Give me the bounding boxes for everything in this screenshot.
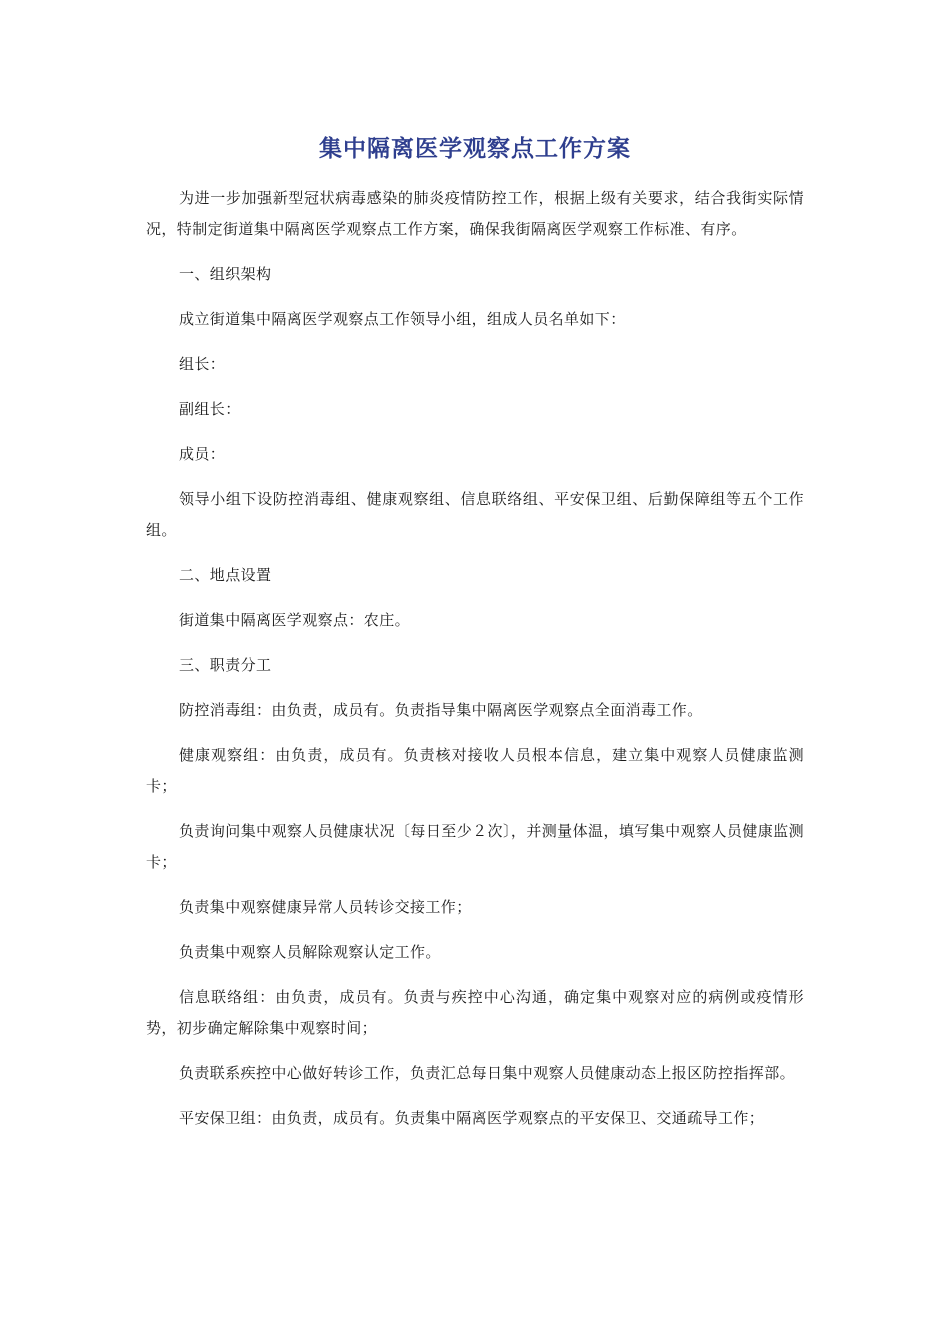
- paragraph-health-inquiry: 负责询问集中观察人员健康状况〔每日至少２次〕，并测量体温，填写集中观察人员健康监测卡；: [146, 822, 804, 871]
- paragraph-location: 街道集中隔离医学观察点：农庄。: [179, 611, 411, 629]
- paragraph-liaison-report: 负责联系疾控中心做好转诊工作，负责汇总每日集中观察人员健康动态上报区防控指挥部。: [179, 1064, 796, 1082]
- paragraph-members: 成员：: [179, 445, 226, 463]
- paragraph-work-groups: 领导小组下设防控消毒组、健康观察组、信息联络组、平安保卫组、后勤保障组等五个工作组。: [146, 490, 804, 539]
- section-heading-organization: 一、组织架构: [179, 265, 272, 283]
- paragraph-release: 负责集中观察人员解除观察认定工作。: [179, 943, 441, 961]
- paragraph-deputy-leader: 副组长：: [179, 400, 241, 418]
- paragraph-leadership-group: 成立街道集中隔离医学观察点工作领导小组，组成人员名单如下：: [179, 310, 626, 328]
- paragraph-disinfection-group: 防控消毒组：由负责，成员有。负责指导集中隔离医学观察点全面消毒工作。: [179, 701, 703, 719]
- section-heading-location: 二、地点设置: [179, 566, 272, 584]
- document-body: [146, 183, 804, 1134]
- paragraph-security-group: 平安保卫组：由负责，成员有。负责集中隔离医学观察点的平安保卫、交通疏导工作；: [179, 1109, 765, 1127]
- paragraph-health-group: 健康观察组：由负责，成员有。负责核对接收人员根本信息，建立集中观察人员健康监测卡；: [146, 746, 804, 795]
- section-heading-responsibilities: 三、职责分工: [179, 656, 272, 674]
- document-title: 集中隔离医学观察点工作方案: [319, 136, 631, 162]
- paragraph-referral: 负责集中观察健康异常人员转诊交接工作；: [179, 898, 472, 916]
- paragraph-liaison-group: 信息联络组：由负责，成员有。负责与疾控中心沟通，确定集中观察对应的病例或疫情形势，初步确定解除集中观察时间；: [146, 988, 804, 1037]
- paragraph-leader: 组长：: [179, 355, 226, 373]
- paragraph-intro: 为进一步加强新型冠状病毒感染的肺炎疫情防控工作，根据上级有关要求，结合我街实际情况，特制定街道集中隔离医学观察点工作方案，确保我街隔离医学观察工作标准、有序。: [146, 189, 804, 238]
